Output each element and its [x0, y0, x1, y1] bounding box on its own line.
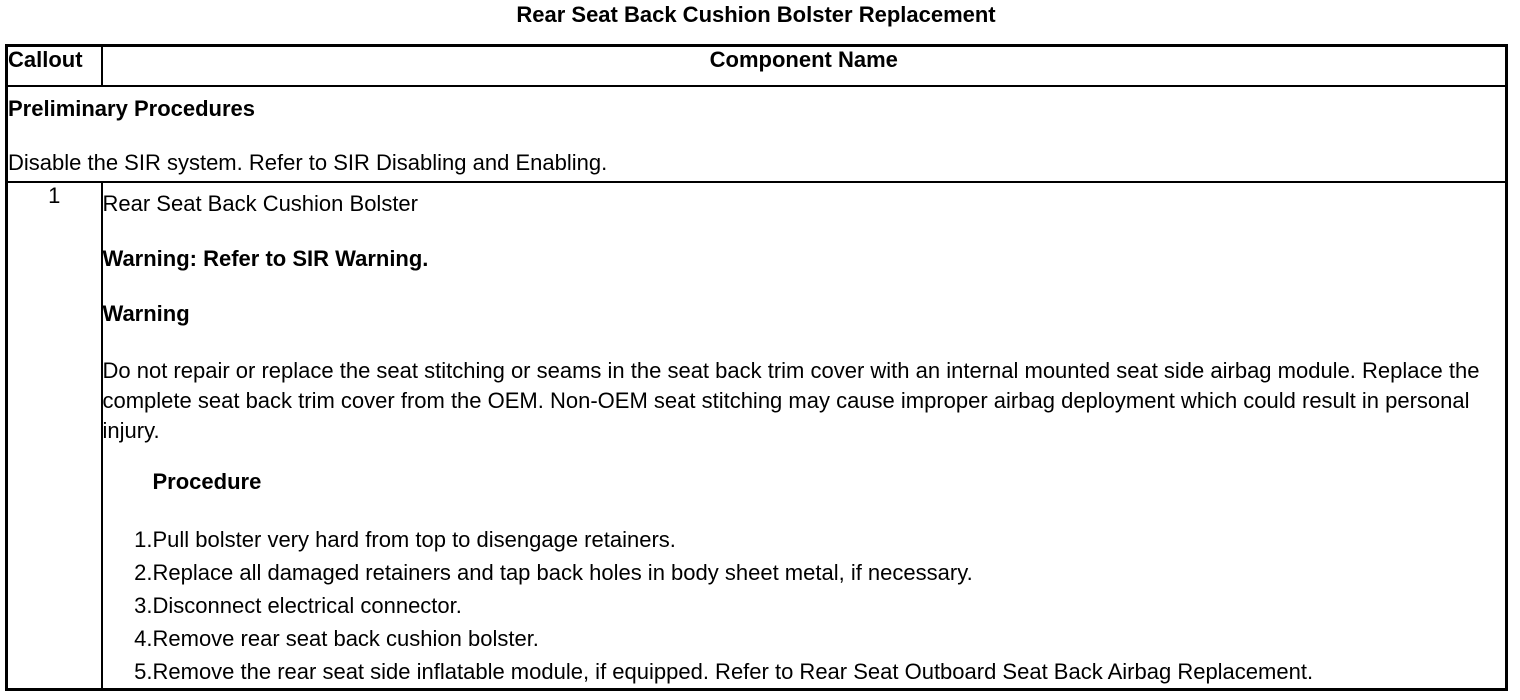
preliminary-text: Disable the SIR system. Refer to SIR Disabling and Enabling.	[8, 150, 608, 175]
table-row	[7, 182, 1507, 690]
list-item	[103, 622, 1506, 655]
warning-heading: Warning	[102, 301, 190, 326]
list-item	[103, 589, 1506, 622]
procedure-heading: Procedure	[152, 469, 262, 494]
step-text: Remove the rear seat side inflatable module, if equipped. Refer to Rear Seat Outboard Seat Back Airbag Replacement.	[152, 659, 1314, 684]
warning-reference: Warning: Refer to SIR Warning.	[102, 246, 429, 271]
preliminary-heading: Preliminary Procedures	[8, 96, 256, 121]
page-title: Rear Seat Back Cushion Bolster Replacement	[516, 2, 996, 27]
warning-text: Do not repair or replace the seat stitching or seams in the seat back trim cover with an internal mounted seat side airbag module. Replace the complete seat back trim cover from the OEM. Non-OEM seat stitching may cause improper airbag deployment which could result in personal injury.	[102, 358, 1480, 443]
list-item	[103, 556, 1506, 589]
procedure-steps-list	[103, 523, 1506, 688]
step-number: 5.	[134, 659, 153, 684]
component-name: Rear Seat Back Cushion Bolster	[102, 191, 418, 216]
component-content-cell	[102, 182, 1507, 690]
preliminary-cell	[7, 86, 1507, 182]
step-number: 3.	[134, 593, 153, 618]
callout-number: 1	[7, 182, 102, 690]
step-number: 1.	[134, 527, 153, 552]
step-text: Replace all damaged retainers and tap back holes in body sheet metal, if necessary.	[152, 560, 973, 585]
step-number: 4.	[134, 626, 153, 651]
list-item	[103, 523, 1506, 556]
step-text: Disconnect electrical connector.	[152, 593, 462, 618]
preliminary-row	[7, 86, 1507, 182]
callout-column-header: Callout	[7, 46, 102, 87]
step-text: Pull bolster very hard from top to disengage retainers.	[152, 527, 676, 552]
component-name-column-header: Component Name	[102, 46, 1507, 87]
step-text: Remove rear seat back cushion bolster.	[152, 626, 539, 651]
step-number: 2.	[134, 560, 153, 585]
list-item	[103, 655, 1506, 688]
procedure-table	[5, 44, 1508, 691]
table-header-row	[7, 46, 1507, 87]
